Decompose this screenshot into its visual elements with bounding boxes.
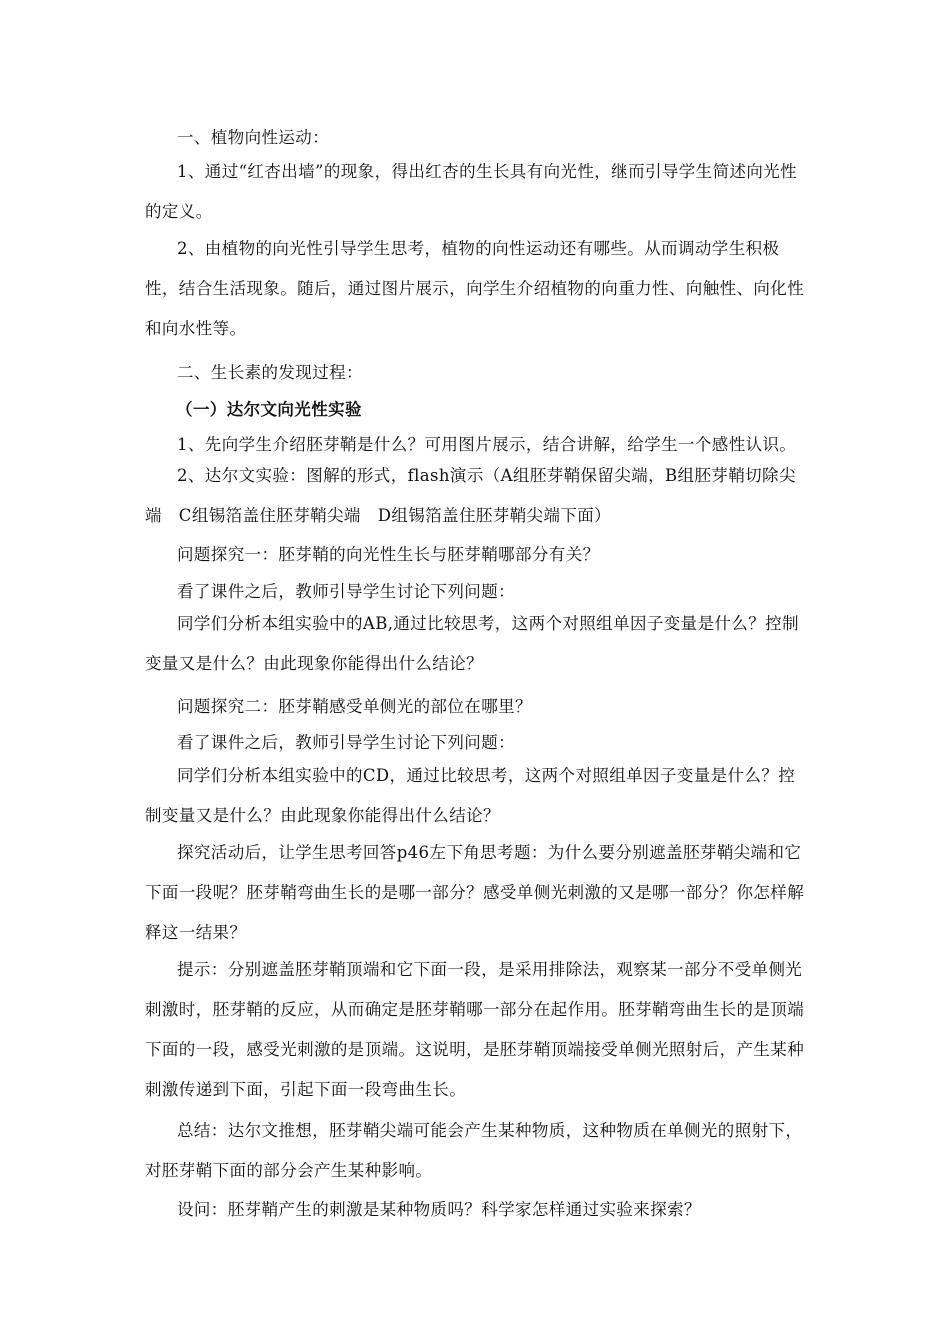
paragraph-ab-analysis: 同学们分析本组实验中的AB,通过比较思考，这两个对照组单因子变量是什么？控制变量又是什么？由此现象你能得出什么结论？	[145, 614, 799, 673]
paragraph-darwin-experiment: 2、达尔文实验：图解的形式，flash演示（A组胚芽鞘保留尖端，B组胚芽鞘切除尖端 C组锡箔盖住胚芽鞘尖端 D组锡箔盖住胚芽鞘尖端下面）	[145, 466, 796, 525]
question-one: 问题探究一：胚芽鞘的向光性生长与胚芽鞘哪部分有关？	[177, 545, 600, 564]
paragraph-thinking-question: 探究活动后，让学生思考回答p46左下角思考题：为什么要分别遮盖胚芽鞘尖端和它下面一段呢？胚芽鞘弯曲生长的是哪一部分？感受单侧光刺激的又是哪一部分？你怎样解释这一结果？	[145, 843, 805, 942]
paragraph-summary: 总结：达尔文推想，胚芽鞘尖端可能会产生某种物质，这种物质在单侧光的照射下，对胚芽鞘下面的部分会产生某种影响。	[145, 1121, 803, 1180]
paragraph-coleoptile: 1、先向学生介绍胚芽鞘是什么？可用图片展示，结合讲解，给学生一个感性认识。	[177, 435, 797, 454]
paragraph-cd-analysis: 同学们分析本组实验中的CD，通过比较思考，这两个对照组单因子变量是什么？控制变量又是什么？由此现象你能得出什么结论？	[145, 766, 796, 825]
paragraph-hint: 提示：分别遮盖胚芽鞘顶端和它下面一段，是采用排除法，观察某一部分不受单侧光刺激时，胚芽鞘的反应，从而确定是胚芽鞘哪一部分在起作用。胚芽鞘弯曲生长的是顶端下面的一段，感受光刺激的是顶端。这说明，是胚芽鞘顶端接受单侧光照射后，产生某种刺激传递到下面，引起下面一段弯曲生长。	[145, 960, 805, 1099]
paragraph-phototropism: 1、通过“红杏出墙”的现象，得出红杏的生长具有向光性，继而引导学生简述向光性的定义。	[145, 162, 798, 221]
discussion-prompt-two: 看了课件之后，教师引导学生讨论下列问题：	[177, 733, 515, 752]
section-heading-tropism: 一、植物向性运动：	[177, 128, 330, 147]
paragraph-tropisms: 2、由植物的向光性引导学生思考，植物的向性运动还有哪些。从而调动学生积极性，结合生活现象。随后，通过图片展示，向学生介绍植物的向重力性、向触性、向化性和向水性等。	[145, 239, 805, 338]
question-two: 问题探究二：胚芽鞘感受单侧光的部位在哪里？	[177, 697, 532, 716]
section-heading-auxin: 二、生长素的发现过程：	[177, 363, 363, 382]
subsection-heading-darwin: （一）达尔文向光性实验	[176, 400, 362, 419]
paragraph-question: 设问：胚芽鞘产生的刺激是某种物质吗？科学家怎样通过实验来探索？	[177, 1200, 701, 1219]
discussion-prompt-one: 看了课件之后，教师引导学生讨论下列问题：	[177, 582, 515, 601]
